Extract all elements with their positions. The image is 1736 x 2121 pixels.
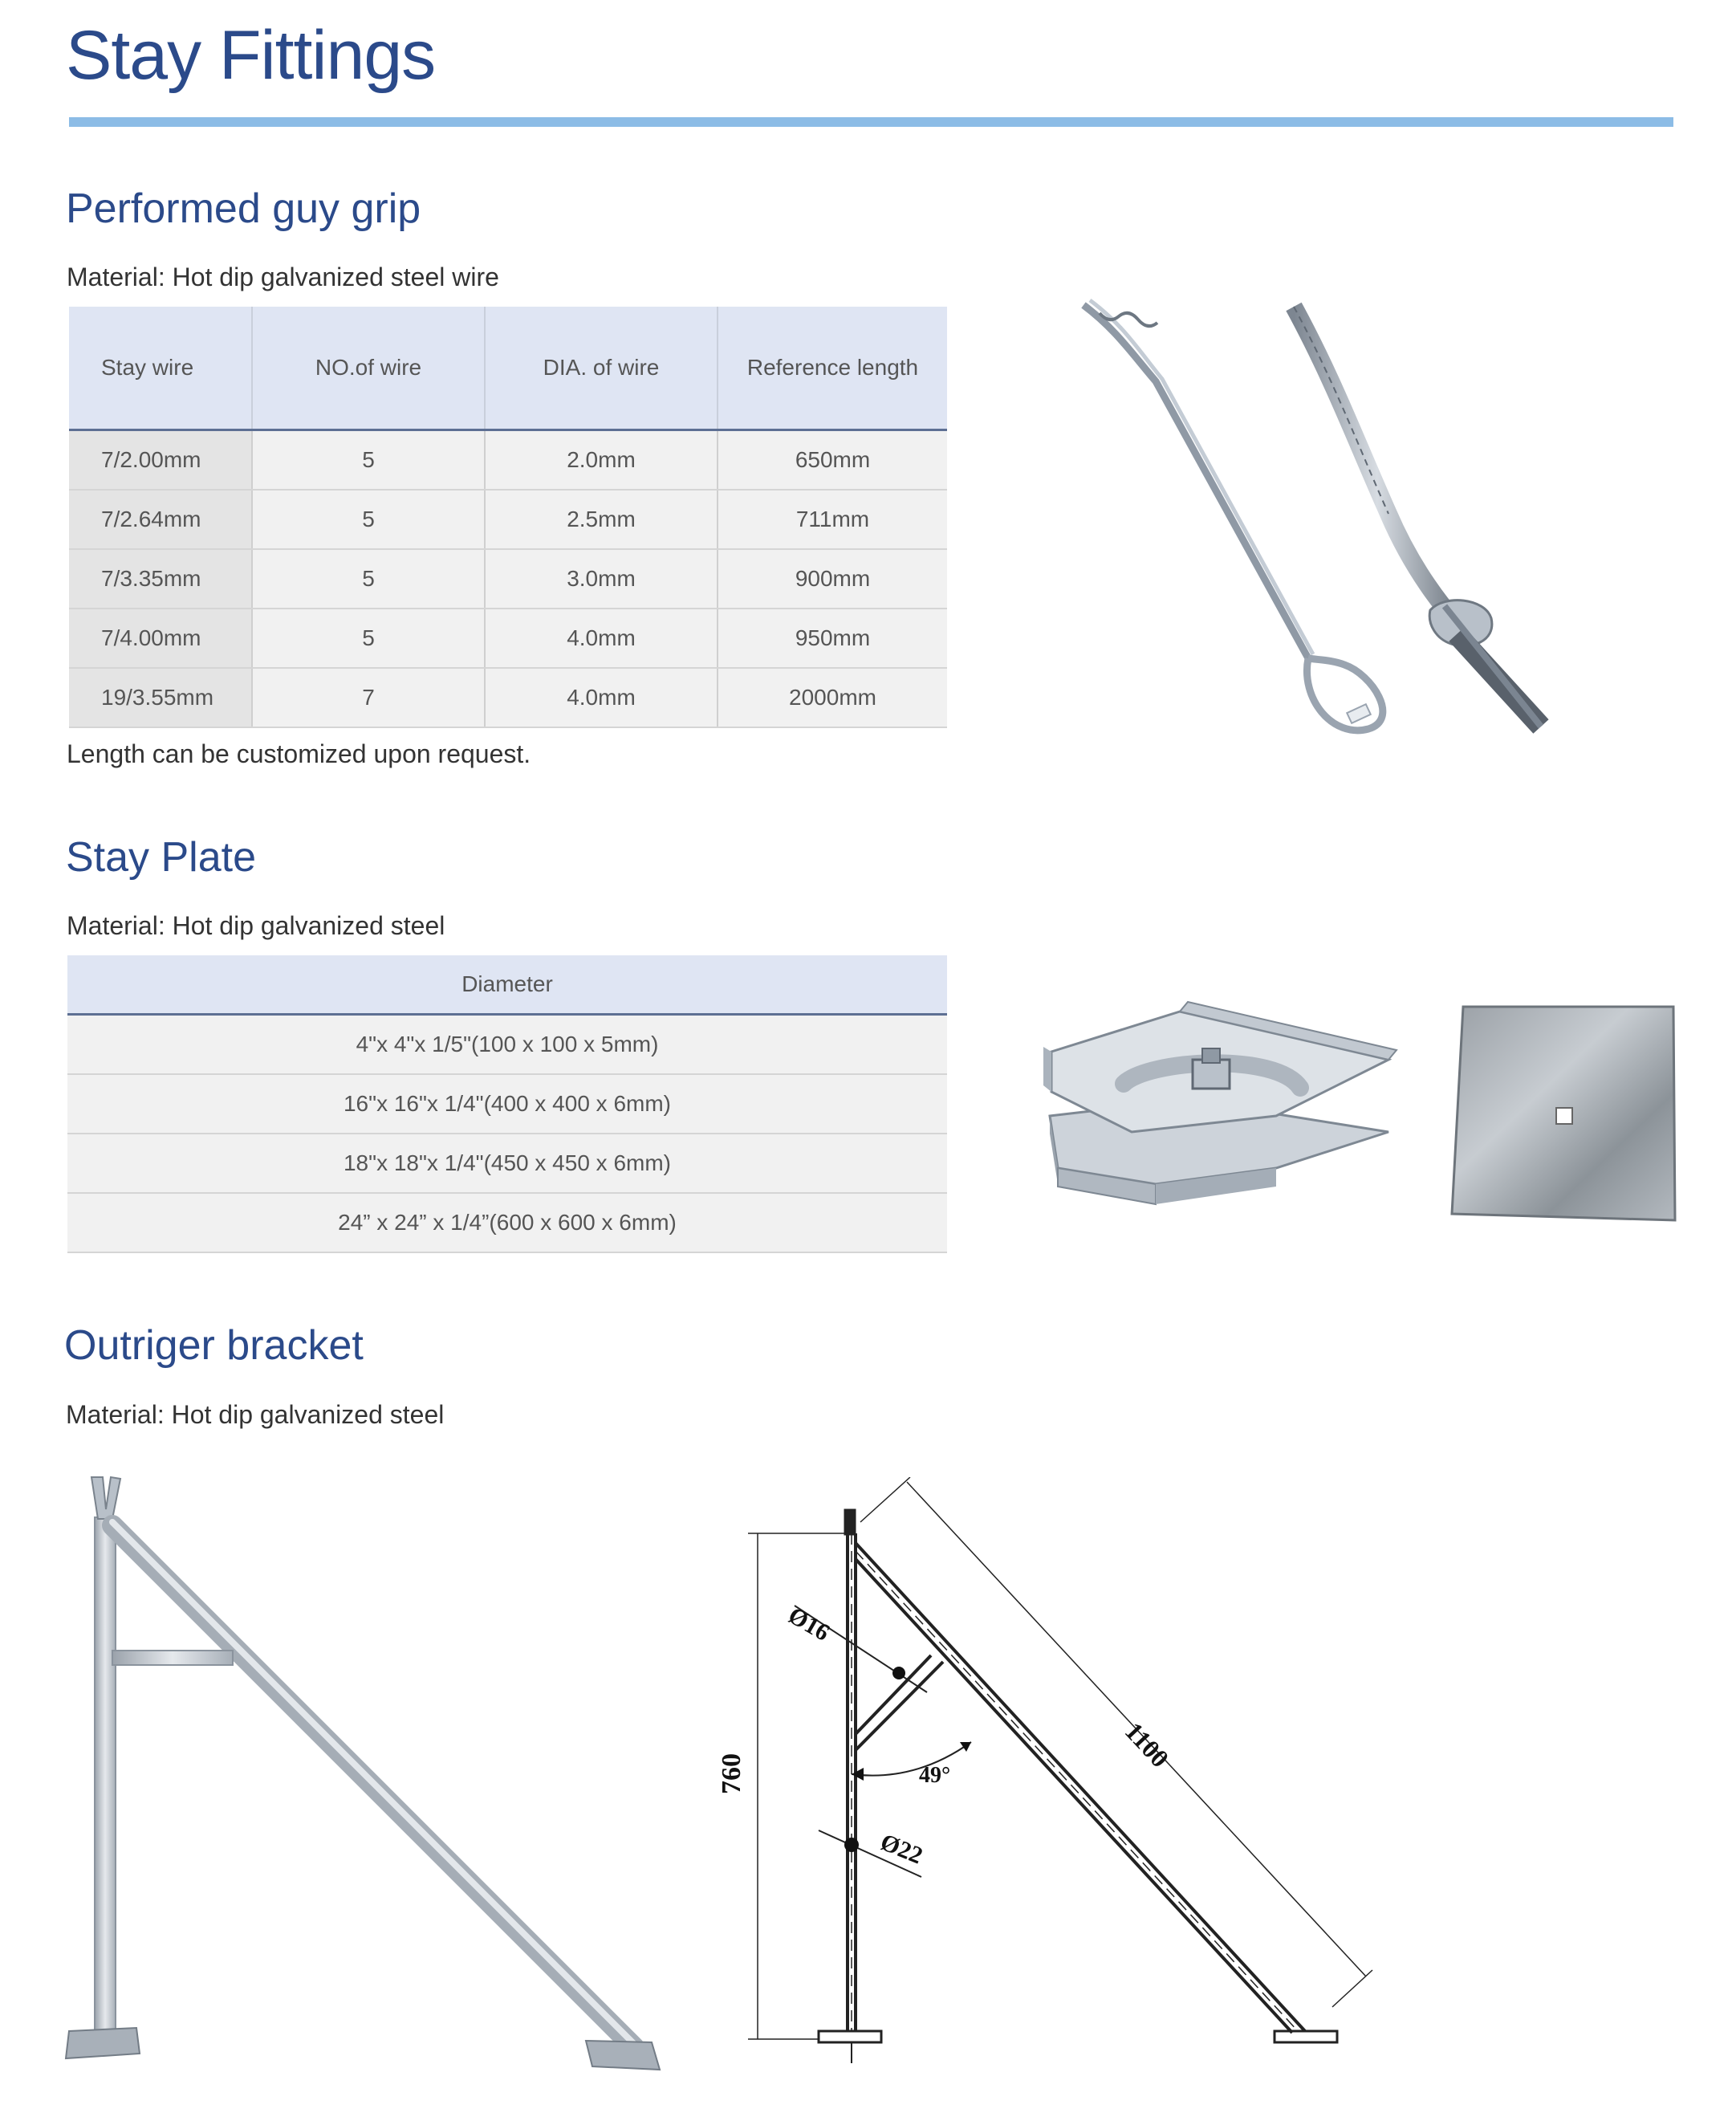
table-cell: 3.0mm xyxy=(485,549,718,609)
table-cell: 4.0mm xyxy=(485,668,718,727)
table-row xyxy=(67,1134,947,1193)
diameter-bottom-label: Ø22 xyxy=(876,1828,927,1870)
table-cell: 7 xyxy=(252,668,485,727)
dimension-height-label: 760 xyxy=(717,1753,746,1794)
table-cell: 5 xyxy=(252,549,485,609)
stay-plate-table xyxy=(67,955,947,1253)
bolt-hole-icon xyxy=(1556,1108,1572,1124)
table-cell: 7/3.35mm xyxy=(69,549,252,609)
table-cell: 950mm xyxy=(718,609,947,668)
title-divider xyxy=(69,117,1673,127)
table-row xyxy=(69,609,947,668)
column-header: Diameter xyxy=(67,955,947,1015)
table-row xyxy=(69,490,947,549)
table-cell: 4.0mm xyxy=(485,609,718,668)
section-title-stay-plate: Stay Plate xyxy=(66,834,257,881)
table-row xyxy=(69,549,947,609)
outrigger-material: Material: Hot dip galvanized steel xyxy=(66,1400,445,1429)
table-cell: 2000mm xyxy=(718,668,947,727)
table-cell: 7/2.64mm xyxy=(69,490,252,549)
column-header: NO.of wire xyxy=(252,307,485,430)
table-cell: 711mm xyxy=(718,490,947,549)
table-row xyxy=(69,668,947,727)
stay-plate-bent-image xyxy=(1035,995,1421,1236)
guy-grip-material: Material: Hot dip galvanized steel wire xyxy=(67,263,499,291)
column-header: Stay wire xyxy=(69,307,252,430)
stay-plate-flat-image xyxy=(1449,1004,1681,1228)
table-row xyxy=(67,1193,947,1252)
column-header: DIA. of wire xyxy=(485,307,718,430)
page-title: Stay Fittings xyxy=(66,17,436,94)
section-title-outrigger: Outriger bracket xyxy=(64,1322,364,1369)
table-row xyxy=(67,1074,947,1134)
column-header: Reference length xyxy=(718,307,947,430)
table-cell: 5 xyxy=(252,490,485,549)
diameter-top-label: Ø16 xyxy=(783,1602,835,1647)
table-cell: 16"x 16"x 1/4"(400 x 400 x 6mm) xyxy=(67,1074,947,1134)
table-cell: 4"x 4"x 1/5"(100 x 100 x 5mm) xyxy=(67,1015,947,1075)
customization-note: Length can be customized upon request. xyxy=(67,739,531,768)
table-row xyxy=(69,430,947,491)
section-title-guy-grip: Performed guy grip xyxy=(66,185,421,232)
outrigger-technical-drawing xyxy=(706,1477,1405,2087)
table-header-row xyxy=(69,307,947,430)
table-row xyxy=(67,1015,947,1075)
table-cell: 5 xyxy=(252,609,485,668)
table-cell: 650mm xyxy=(718,430,947,491)
table-cell: 7/2.00mm xyxy=(69,430,252,491)
table-cell: 5 xyxy=(252,430,485,491)
guy-grip-left-icon xyxy=(1083,300,1383,731)
outrigger-bracket-image xyxy=(56,1469,682,2095)
angle-label: 49° xyxy=(919,1763,951,1788)
table-cell: 2.5mm xyxy=(485,490,718,549)
table-cell: 18"x 18"x 1/4"(450 x 450 x 6mm) xyxy=(67,1134,947,1193)
table-cell: 19/3.55mm xyxy=(69,668,252,727)
dimension-length-label: 1100 xyxy=(1119,1716,1175,1773)
guy-grip-image xyxy=(1067,289,1629,739)
table-cell: 900mm xyxy=(718,549,947,609)
stay-plate-material: Material: Hot dip galvanized steel xyxy=(67,911,445,940)
table-header-row xyxy=(67,955,947,1015)
table-cell: 24” x 24” x 1/4”(600 x 600 x 6mm) xyxy=(67,1193,947,1252)
table-cell: 7/4.00mm xyxy=(69,609,252,668)
table-cell: 2.0mm xyxy=(485,430,718,491)
guy-grip-table xyxy=(69,307,947,728)
